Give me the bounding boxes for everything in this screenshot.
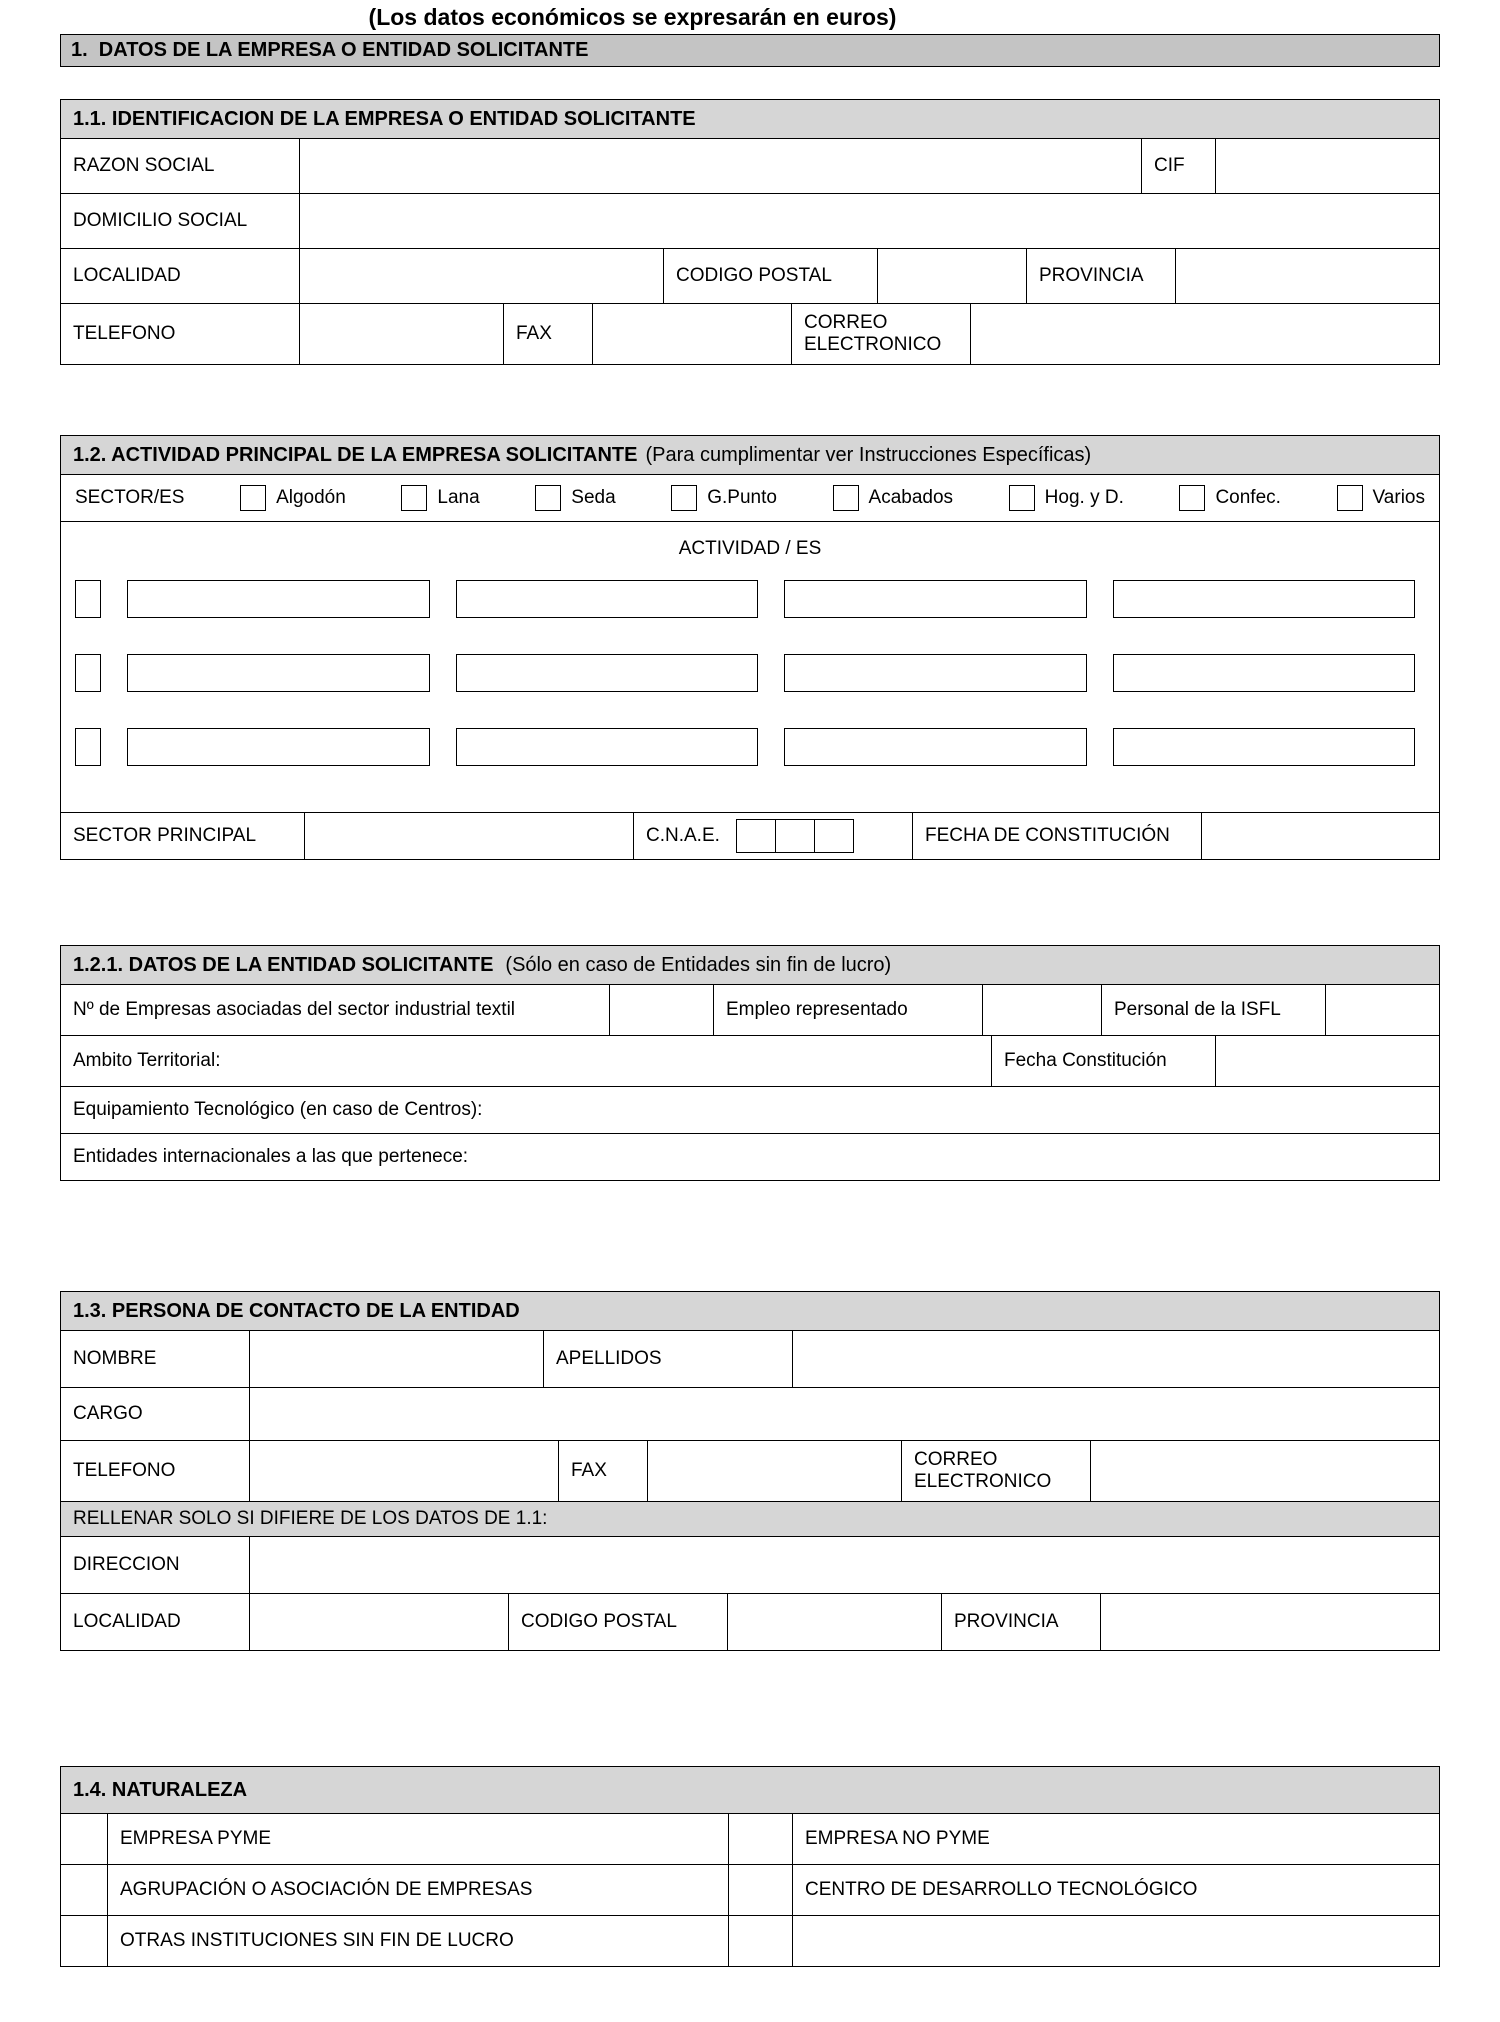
section-1-2-title-bold: 1.2. ACTIVIDAD PRINCIPAL DE LA EMPRESA SOLICITANTE bbox=[73, 443, 638, 466]
equipamiento-label: Equipamiento Tecnológico (en caso de Centros): bbox=[73, 1099, 483, 1121]
localidad-row bbox=[60, 248, 1440, 304]
correo-contacto-input[interactable] bbox=[1090, 1440, 1440, 1502]
ambito-territorial-label: Ambito Territorial: bbox=[73, 1050, 221, 1072]
empleo-representado-label: Empleo representado bbox=[713, 984, 983, 1036]
ambito-territorial-field[interactable] bbox=[60, 1035, 992, 1087]
equipamiento-row bbox=[60, 1086, 1440, 1134]
rellenar-row bbox=[60, 1501, 1440, 1537]
actividad-row-3 bbox=[75, 728, 1415, 766]
telefono-contacto-row bbox=[60, 1440, 1440, 1502]
sector-option-algodon bbox=[240, 485, 346, 511]
telefono-input[interactable] bbox=[299, 303, 504, 365]
section-1-4 bbox=[60, 1766, 1440, 1967]
no-pyme-label: EMPRESA NO PYME bbox=[792, 1813, 1440, 1865]
actividad-2-input-2[interactable] bbox=[456, 654, 759, 692]
sector-row bbox=[60, 474, 1440, 522]
localidad-contacto-label: LOCALIDAD bbox=[60, 1593, 250, 1651]
confec-label: Confec. bbox=[1215, 487, 1281, 509]
provincia-input[interactable] bbox=[1175, 248, 1440, 304]
entidades-internacionales-label: Entidades internacionales a las que pertenece: bbox=[73, 1146, 469, 1168]
top-note: (Los datos económicos se expresarán en euros) bbox=[368, 4, 897, 30]
razon-social-row bbox=[60, 138, 1440, 194]
fecha-constitucion-121-input[interactable] bbox=[1215, 1035, 1440, 1087]
section-1-1-title: 1.1. IDENTIFICACION DE LA EMPRESA O ENTIDAD SOLICITANTE bbox=[60, 99, 1440, 139]
actividad-row-1 bbox=[75, 580, 1415, 618]
cnae-digit-box-1[interactable] bbox=[736, 819, 776, 853]
naturaleza-row-3 bbox=[60, 1915, 1440, 1967]
localidad-contacto-input[interactable] bbox=[249, 1593, 509, 1651]
cif-label: CIF bbox=[1141, 138, 1216, 194]
sector-principal-input[interactable] bbox=[304, 812, 634, 860]
sector-option-hog-y-d bbox=[1009, 485, 1124, 511]
codigo-postal-label: CODIGO POSTAL bbox=[663, 248, 878, 304]
actividad-1-input-3[interactable] bbox=[784, 580, 1087, 618]
apellidos-label: APELLIDOS bbox=[543, 1330, 793, 1388]
sector-principal-label: SECTOR PRINCIPAL bbox=[60, 812, 305, 860]
cnae-cell bbox=[633, 812, 913, 860]
entidades-internacionales-field[interactable] bbox=[60, 1133, 1440, 1181]
ambito-row bbox=[60, 1035, 1440, 1087]
codigo-postal-contacto-label: CODIGO POSTAL bbox=[508, 1593, 728, 1651]
domicilio-social-label: DOMICILIO SOCIAL bbox=[60, 193, 300, 249]
correo-electronico-input[interactable] bbox=[970, 303, 1440, 365]
naturaleza-checkbox-empty bbox=[728, 1915, 793, 1967]
cnae-digit-box-3[interactable] bbox=[814, 819, 854, 853]
acabados-label: Acabados bbox=[868, 487, 954, 509]
actividad-3-input-1[interactable] bbox=[127, 728, 430, 766]
seda-label: Seda bbox=[571, 487, 616, 509]
actividad-row-2 bbox=[75, 654, 1415, 692]
section-1-2-1-title bbox=[60, 945, 1440, 985]
cargo-input[interactable] bbox=[249, 1387, 1440, 1441]
algodon-checkbox[interactable] bbox=[240, 485, 266, 511]
sector-option-acabados bbox=[833, 485, 954, 511]
actividad-3-input-4[interactable] bbox=[1113, 728, 1416, 766]
personal-isfl-input[interactable] bbox=[1325, 984, 1440, 1036]
razon-social-label: RAZON SOCIAL bbox=[60, 138, 300, 194]
section-1-2-1-title-bold: 1.2.1. DATOS DE LA ENTIDAD SOLICITANTE bbox=[73, 953, 494, 976]
section-1-1 bbox=[60, 99, 1440, 365]
actividad-3-input-2[interactable] bbox=[456, 728, 759, 766]
centro-tecnologico-label: CENTRO DE DESARROLLO TECNOLÓGICO bbox=[792, 1864, 1440, 1916]
cargo-row bbox=[60, 1387, 1440, 1441]
actividad-area bbox=[60, 521, 1440, 813]
telefono-contacto-label: TELEFONO bbox=[60, 1440, 250, 1502]
empleo-representado-input[interactable] bbox=[982, 984, 1102, 1036]
section-1-header-bar bbox=[60, 34, 1440, 67]
hog-y-d-checkbox[interactable] bbox=[1009, 485, 1035, 511]
algodon-label: Algodón bbox=[276, 487, 346, 509]
centro-tecnologico-checkbox[interactable] bbox=[728, 1864, 793, 1916]
telefono-contacto-input[interactable] bbox=[249, 1440, 559, 1502]
sector-es-label: SECTOR/ES bbox=[75, 487, 185, 509]
codigo-postal-contacto-input[interactable] bbox=[727, 1593, 942, 1651]
actividad-1-input-4[interactable] bbox=[1113, 580, 1416, 618]
naturaleza-row-1 bbox=[60, 1813, 1440, 1865]
direccion-label: DIRECCION bbox=[60, 1536, 250, 1594]
num-empresas-label: Nº de Empresas asociadas del sector industrial textil bbox=[60, 984, 610, 1036]
cnae-digit-box-2[interactable] bbox=[775, 819, 815, 853]
actividad-1-input-1[interactable] bbox=[127, 580, 430, 618]
actividad-1-input-2[interactable] bbox=[456, 580, 759, 618]
cnae-label: C.N.A.E. bbox=[646, 825, 720, 847]
gpunto-label: G.Punto bbox=[707, 487, 777, 509]
fecha-constitucion-input[interactable] bbox=[1201, 812, 1440, 860]
sector-option-varios bbox=[1337, 485, 1425, 511]
fax-contacto-input[interactable] bbox=[647, 1440, 902, 1502]
acabados-checkbox[interactable] bbox=[833, 485, 859, 511]
actividad-2-checkbox[interactable] bbox=[75, 654, 101, 692]
section-1-4-title: 1.4. NATURALEZA bbox=[60, 1766, 1440, 1814]
cargo-label: CARGO bbox=[60, 1387, 250, 1441]
nombre-input[interactable] bbox=[249, 1330, 544, 1388]
localidad-contacto-row bbox=[60, 1593, 1440, 1651]
correo-electronico-label: CORREO ELECTRONICO bbox=[791, 303, 971, 365]
pyme-checkbox[interactable] bbox=[60, 1813, 108, 1865]
actividad-2-input-1[interactable] bbox=[127, 654, 430, 692]
apellidos-input[interactable] bbox=[792, 1330, 1440, 1388]
localidad-input[interactable] bbox=[299, 248, 664, 304]
agrupacion-checkbox[interactable] bbox=[60, 1864, 108, 1916]
naturaleza-row-2 bbox=[60, 1864, 1440, 1916]
gpunto-checkbox[interactable] bbox=[671, 485, 697, 511]
nombre-label: NOMBRE bbox=[60, 1330, 250, 1388]
sector-option-gpunto bbox=[671, 485, 777, 511]
actividad-2-input-3[interactable] bbox=[784, 654, 1087, 692]
actividad-3-checkbox[interactable] bbox=[75, 728, 101, 766]
section-1-3-title: 1.3. PERSONA DE CONTACTO DE LA ENTIDAD bbox=[60, 1291, 1440, 1331]
section-1-3 bbox=[60, 1291, 1440, 1651]
lana-label: Lana bbox=[437, 487, 480, 509]
seda-checkbox[interactable] bbox=[535, 485, 561, 511]
agrupacion-label: AGRUPACIÓN O ASOCIACIÓN DE EMPRESAS bbox=[107, 1864, 729, 1916]
actividad-title: ACTIVIDAD / ES bbox=[678, 538, 822, 559]
domicilio-social-input[interactable] bbox=[299, 193, 1440, 249]
fecha-constitucion-121-label: Fecha Constitución bbox=[991, 1035, 1216, 1087]
varios-label: Varios bbox=[1372, 487, 1425, 509]
section-1-2 bbox=[60, 435, 1440, 860]
fax-label: FAX bbox=[503, 303, 593, 365]
section-1-2-title-note: (Para cumplimentar ver Instrucciones Específicas) bbox=[645, 443, 1092, 466]
naturaleza-empty-cell bbox=[792, 1915, 1440, 1967]
sector-principal-row bbox=[60, 812, 1440, 860]
actividad-area-row bbox=[60, 521, 1440, 813]
empresas-asociadas-row bbox=[60, 984, 1440, 1036]
otras-instituciones-checkbox[interactable] bbox=[60, 1915, 108, 1967]
section-1-2-1 bbox=[60, 945, 1440, 1181]
fax-input[interactable] bbox=[592, 303, 792, 365]
direccion-row bbox=[60, 1536, 1440, 1594]
rellenar-nota: RELLENAR SOLO SI DIFIERE DE LOS DATOS DE 1.1: bbox=[60, 1501, 1440, 1537]
pyme-label: EMPRESA PYME bbox=[107, 1813, 729, 1865]
telefono-row bbox=[60, 303, 1440, 365]
nombre-row bbox=[60, 1330, 1440, 1388]
correo-contacto-label: CORREO ELECTRONICO bbox=[901, 1440, 1091, 1502]
direccion-input[interactable] bbox=[249, 1536, 1440, 1594]
section-1-title: 1. DATOS DE LA EMPRESA O ENTIDAD SOLICITANTE bbox=[71, 39, 589, 61]
cnae-boxes bbox=[736, 819, 854, 853]
razon-social-input[interactable] bbox=[299, 138, 1142, 194]
actividad-3-input-3[interactable] bbox=[784, 728, 1087, 766]
provincia-label: PROVINCIA bbox=[1026, 248, 1176, 304]
section-1-2-1-title-note: (Sólo en caso de Entidades sin fin de lucro) bbox=[505, 953, 892, 976]
localidad-label: LOCALIDAD bbox=[60, 248, 300, 304]
fax-contacto-label: FAX bbox=[558, 1440, 648, 1502]
actividad-1-checkbox[interactable] bbox=[75, 580, 101, 618]
cif-input[interactable] bbox=[1215, 138, 1440, 194]
sector-option-confec bbox=[1179, 485, 1280, 511]
personal-isfl-label: Personal de la ISFL bbox=[1101, 984, 1326, 1036]
otras-instituciones-label: OTRAS INSTITUCIONES SIN FIN DE LUCRO bbox=[107, 1915, 729, 1967]
form-page bbox=[60, 0, 1440, 1967]
no-pyme-checkbox[interactable] bbox=[728, 1813, 793, 1865]
domicilio-row bbox=[60, 193, 1440, 249]
provincia-contacto-input[interactable] bbox=[1100, 1593, 1440, 1651]
entidades-internacionales-row bbox=[60, 1133, 1440, 1181]
fecha-constitucion-label: FECHA DE CONSTITUCIÓN bbox=[912, 812, 1202, 860]
hog-y-d-label: Hog. y D. bbox=[1044, 487, 1124, 509]
lana-checkbox[interactable] bbox=[401, 485, 427, 511]
telefono-label: TELEFONO bbox=[60, 303, 300, 365]
provincia-contacto-label: PROVINCIA bbox=[941, 1593, 1101, 1651]
num-empresas-input[interactable] bbox=[609, 984, 714, 1036]
varios-checkbox[interactable] bbox=[1337, 485, 1363, 511]
equipamiento-field[interactable] bbox=[60, 1086, 1440, 1134]
sector-es-cell bbox=[60, 474, 1440, 522]
section-1-2-title bbox=[60, 435, 1440, 475]
sector-option-seda bbox=[535, 485, 615, 511]
codigo-postal-input[interactable] bbox=[877, 248, 1027, 304]
confec-checkbox[interactable] bbox=[1179, 485, 1205, 511]
actividad-2-input-4[interactable] bbox=[1113, 654, 1416, 692]
sector-option-lana bbox=[401, 485, 479, 511]
